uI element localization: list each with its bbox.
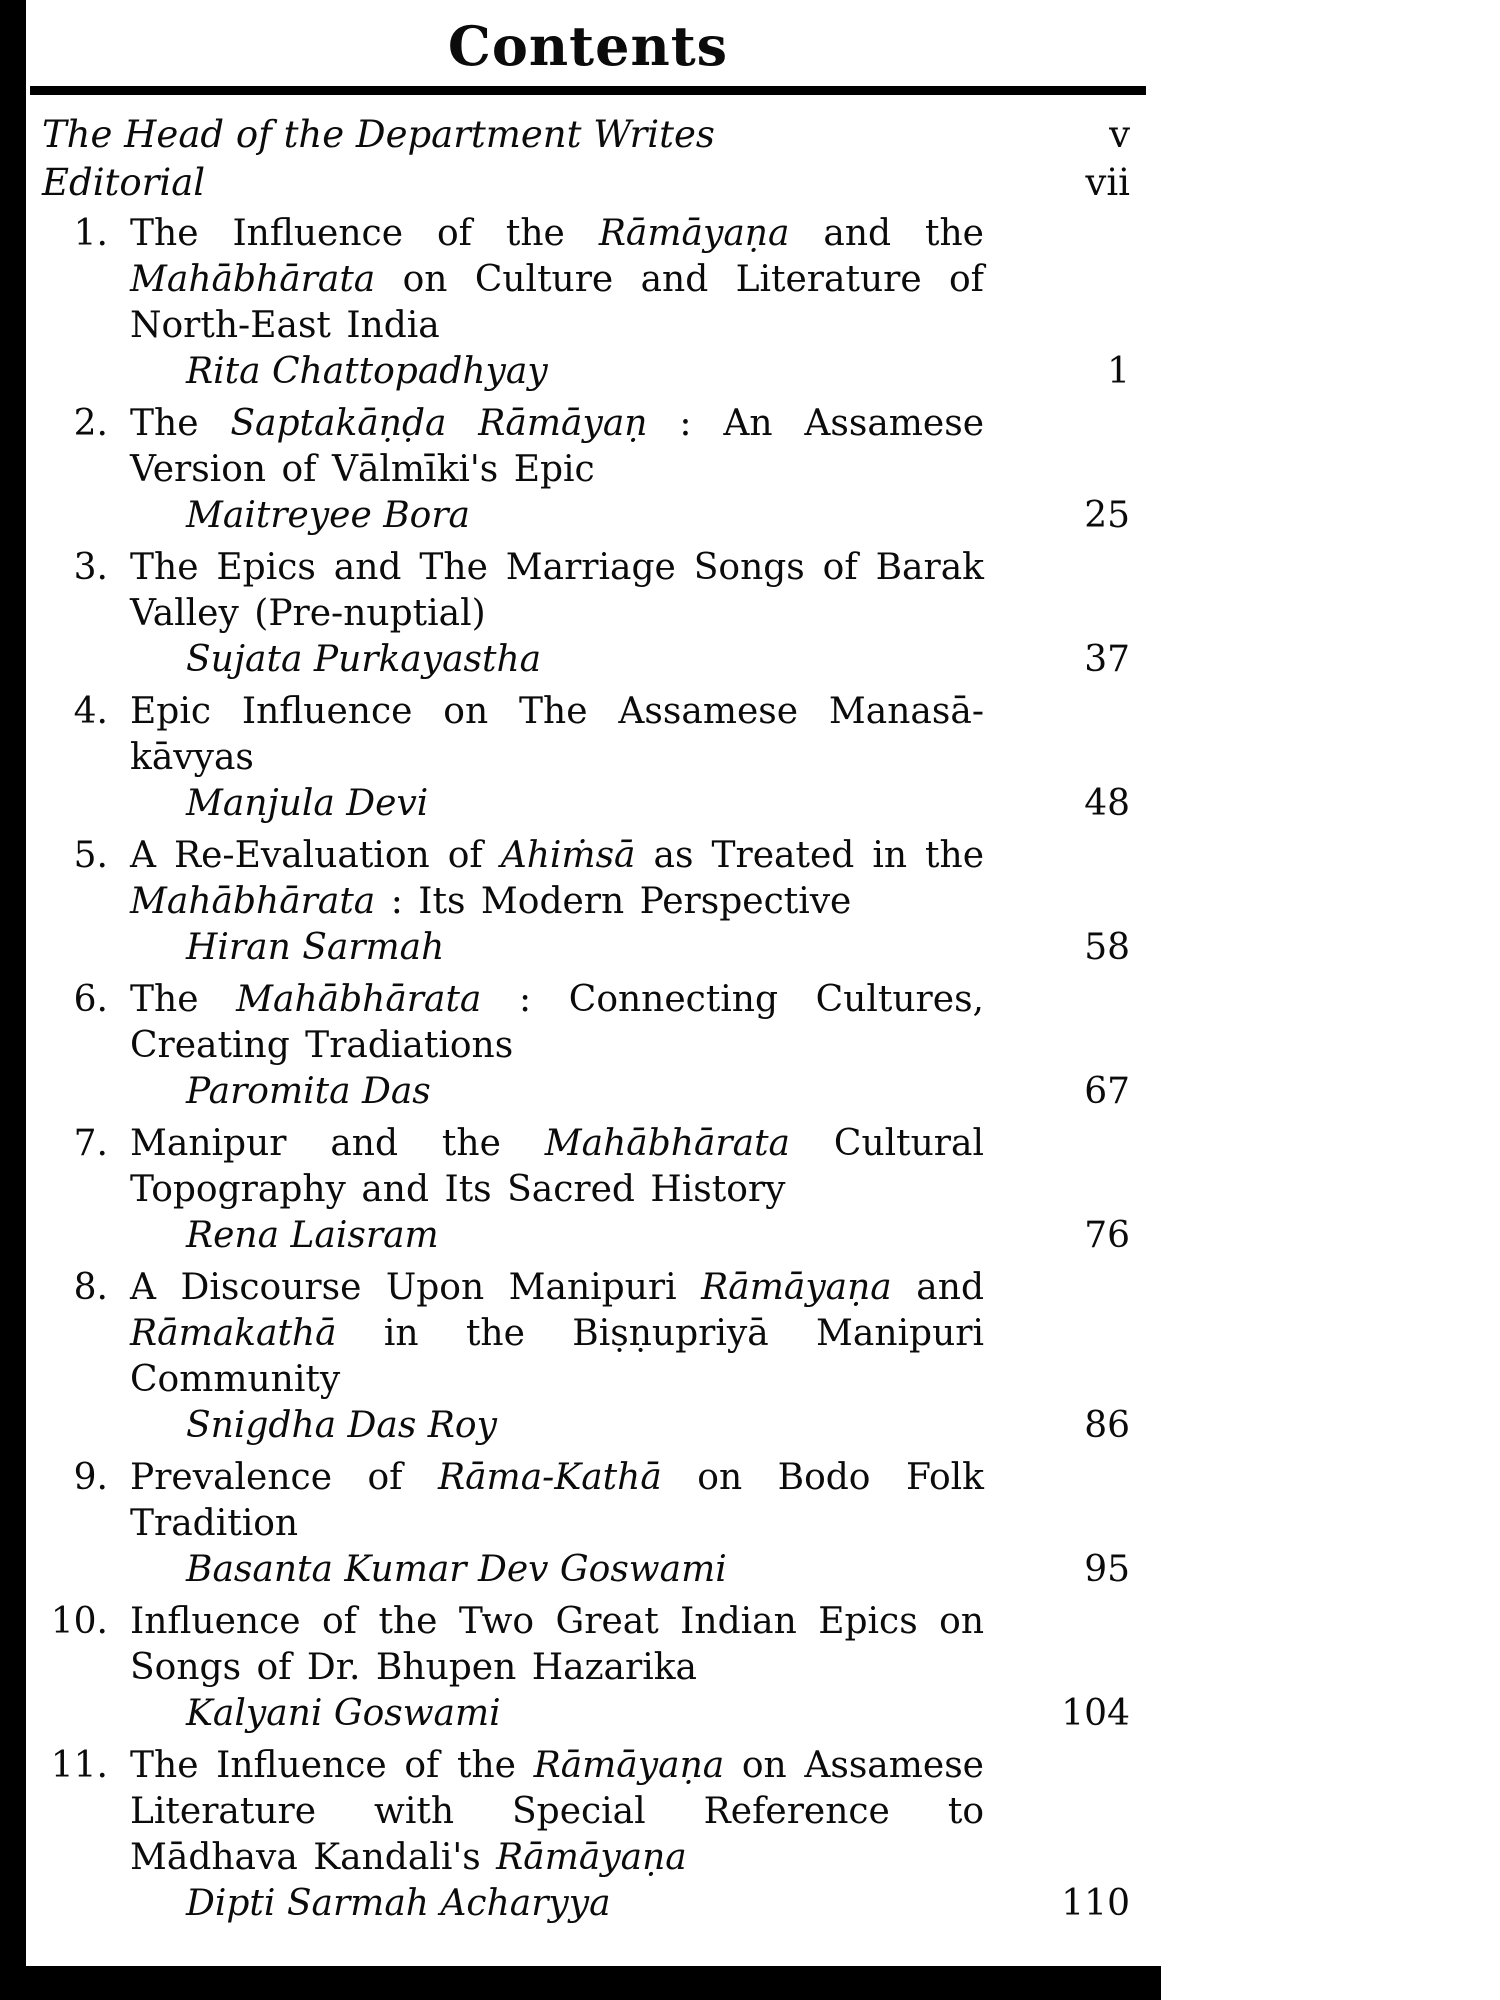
toc-entry [42,977,1134,1115]
entry-page: 110 [1061,1883,1130,1924]
entry-main [130,689,1134,827]
entry-footer [130,1547,1134,1593]
toc-entry [42,1599,1134,1737]
front-matter-label: The Head of the Department Writes [42,113,715,156]
entry-footer [130,637,1134,683]
entry-number: 10. [50,1601,108,1642]
entry-author: Rita Chattopadhyay [186,351,548,392]
front-matter-row [42,159,1134,207]
toc-entry [42,1455,1134,1593]
toc-entry [42,211,1134,395]
entry-main [130,545,1134,683]
toc-entry [42,401,1134,539]
page-title: Contents [447,14,729,78]
entry-number: 4. [73,691,108,732]
entry-number: 9. [73,1457,108,1498]
entry-page: 95 [1084,1549,1130,1590]
entry-title: Epic Influence on The Assamese Manasā-kāvyas [130,691,984,778]
entry-page: 104 [1061,1693,1130,1734]
entry-title: The Mahābhārata : Connecting Cultures, Creating Tradiations [130,979,984,1066]
toc-list [42,211,1134,1927]
entry-author: Snigdha Das Roy [186,1405,497,1446]
entry-author: Manjula Devi [186,783,429,824]
entry-main [130,211,1134,395]
entry-footer [130,781,1134,827]
entry-title: A Discourse Upon Manipuri Rāmāyaṇa and Rāmakathā in the Biṣṇupriyā Manipuri Community [130,1267,984,1400]
entry-footer [130,1069,1134,1115]
entry-title: A Re-Evaluation of Ahiṁsā as Treated in the Mahābhārata : Its Modern Perspective [130,835,985,922]
contents-page [42,14,1134,1933]
entry-main [130,1455,1134,1593]
entry-author: Rena Laisram [186,1215,439,1256]
entry-number: 3. [73,547,108,588]
front-matter-page: vii [1085,161,1130,204]
entry-page: 1 [1107,351,1130,392]
scan-edge-bottom [26,1966,1161,2000]
title-rule [30,86,1146,95]
front-matter-page: v [1109,113,1130,156]
entry-number: 11. [50,1745,108,1786]
entry-page: 25 [1084,495,1130,536]
toc-entry [42,1265,1134,1449]
entry-author: Dipti Sarmah Acharyya [186,1883,611,1924]
entry-footer [130,349,1134,395]
entry-main [130,833,1134,971]
entry-footer [130,1403,1134,1449]
toc-entry [42,833,1134,971]
entry-number: 8. [73,1267,108,1308]
entry-title: The Influence of the Rāmāyaṇa and the Mahābhārata on Culture and Literature of North-East India [130,213,984,346]
entry-author: Kalyani Goswami [186,1693,501,1734]
entry-author: Maitreyee Bora [186,495,471,536]
scan-edge-left [0,0,26,2000]
entry-page: 67 [1084,1071,1130,1112]
entry-author: Hiran Sarmah [186,927,445,968]
entry-main [130,1743,1134,1927]
toc-entry [42,1743,1134,1927]
entry-title: The Epics and The Marriage Songs of Barak Valley (Pre-nuptial) [130,547,984,634]
front-matter [42,111,1134,207]
entry-title: Influence of the Two Great Indian Epics on Songs of Dr. Bhupen Hazarika [130,1601,984,1688]
front-matter-label: Editorial [42,161,206,204]
toc-entry [42,689,1134,827]
entry-main [130,977,1134,1115]
front-matter-row [42,111,1134,159]
entry-page: 37 [1084,639,1130,680]
entry-number: 5. [73,835,108,876]
entry-number: 2. [73,403,108,444]
toc-entry [42,545,1134,683]
entry-author: Basanta Kumar Dev Goswami [186,1549,727,1590]
entry-footer [130,1213,1134,1259]
toc-entry [42,1121,1134,1259]
entry-number: 6. [73,979,108,1020]
entry-title: The Saptakāṇḍa Rāmāyaṇ : An Assamese Version of Vālmīki's Epic [130,403,984,490]
entry-footer [130,1691,1134,1737]
entry-footer [130,1881,1134,1927]
entry-page: 48 [1084,783,1130,824]
entry-main [130,401,1134,539]
entry-number: 7. [73,1123,108,1164]
entry-title: The Influence of the Rāmāyaṇa on Assamese Literature with Special Reference to Mādhava Kandali's Rāmāyaṇa [130,1745,984,1878]
entry-main [130,1121,1134,1259]
entry-author: Paromita Das [186,1071,431,1112]
entry-footer [130,925,1134,971]
entry-page: 58 [1084,927,1130,968]
entry-title: Prevalence of Rāma-Kathā on Bodo Folk Tradition [130,1457,984,1544]
entry-title: Manipur and the Mahābhārata Cultural Topography and Its Sacred History [130,1123,984,1210]
entry-number: 1. [73,213,108,254]
entry-main [130,1265,1134,1449]
entry-footer [130,493,1134,539]
entry-main [130,1599,1134,1737]
entry-page: 86 [1084,1405,1130,1446]
entry-author: Sujata Purkayastha [186,639,542,680]
entry-page: 76 [1084,1215,1130,1256]
